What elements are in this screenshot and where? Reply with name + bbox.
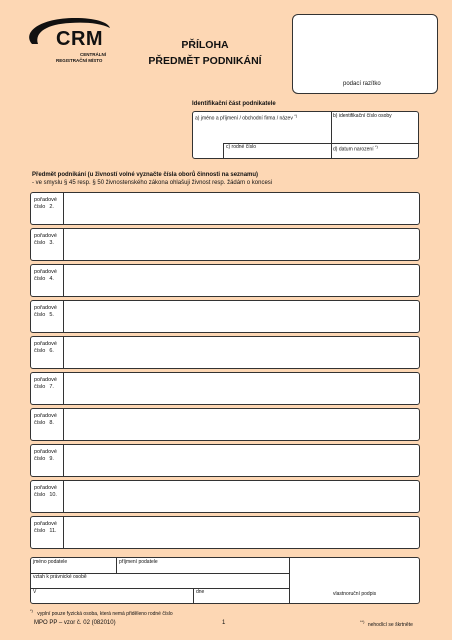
date-label: dne <box>196 589 205 595</box>
right-note-marker: **) <box>360 619 365 624</box>
row-number-label <box>31 517 64 548</box>
subject-row[interactable] <box>30 192 420 225</box>
row-label-line2 <box>34 420 63 427</box>
relation-label: vztah k právnické osobě <box>33 574 87 580</box>
subject-row[interactable] <box>30 372 420 405</box>
field-a-name[interactable] <box>195 114 297 122</box>
place-label: V <box>33 589 37 595</box>
row-label-line1: pořadové <box>34 305 57 311</box>
row-label-line2 <box>34 240 63 247</box>
field-d-label: d) datum narození <box>333 146 374 153</box>
row-label-line1: pořadové <box>34 485 57 491</box>
subject-row[interactable] <box>30 408 420 441</box>
page-title <box>125 38 285 70</box>
subject-row[interactable] <box>30 264 420 297</box>
row-number-label <box>31 409 64 440</box>
row-number-label <box>31 481 64 512</box>
footnote-marker: *) <box>30 608 33 613</box>
subject-row[interactable] <box>30 516 420 549</box>
row-number-label <box>31 193 64 224</box>
row-label-word: číslo <box>34 204 46 211</box>
row-label-word: číslo <box>34 312 46 319</box>
subject-row[interactable] <box>30 480 420 513</box>
row-number-label <box>31 337 64 368</box>
title-line2: PŘEDMĚT PODNIKÁNÍ <box>148 54 262 67</box>
subject-subheading: - ve smyslu § 45 resp. § 50 živnostenského zákona ohlašuji živnost resp. žádám o koncesi <box>32 180 273 186</box>
row-label-line1: pořadové <box>34 521 57 527</box>
first-name-field[interactable] <box>33 560 67 566</box>
subject-row[interactable] <box>30 300 420 333</box>
form-id: MPO PP – vzor č. 02 (082010) <box>34 620 116 626</box>
stamp-box[interactable] <box>292 14 438 94</box>
subject-row[interactable] <box>30 228 420 261</box>
row-label-word: číslo <box>34 420 46 427</box>
subject-row[interactable] <box>30 444 420 477</box>
row-label-line2 <box>34 204 63 211</box>
field-b-ico[interactable] <box>333 114 392 120</box>
row-number: 2. <box>49 204 54 211</box>
footnote-text: vyplní pouze fyzická osoba, která nemá přiděleno rodné číslo <box>37 610 173 617</box>
title-line1: PŘÍLOHA <box>181 39 229 51</box>
row-label-line1: pořadové <box>34 377 57 383</box>
last-name-field[interactable] <box>119 560 158 566</box>
row-number-label <box>31 373 64 404</box>
row-label-word: číslo <box>34 276 46 283</box>
page-number: 1 <box>222 620 226 626</box>
row-number-label <box>31 265 64 296</box>
row-label-line2 <box>34 384 63 391</box>
relation-field[interactable] <box>33 575 87 581</box>
row-label-word: číslo <box>34 348 46 355</box>
row-label-line2 <box>34 312 63 319</box>
row-number: 10. <box>49 492 57 499</box>
row-label-line2 <box>34 348 63 355</box>
row-label-line1: pořadové <box>34 197 57 203</box>
row-label-line1: pořadové <box>34 413 57 419</box>
footnote <box>30 609 173 617</box>
row-label-line1: pořadové <box>34 341 57 347</box>
row-number: 4. <box>49 276 54 283</box>
signature-field[interactable] <box>289 558 419 603</box>
row-label-line2 <box>34 528 63 535</box>
row-number: 8. <box>49 420 54 427</box>
identification-box <box>192 111 419 159</box>
crm-logo <box>20 14 115 70</box>
logo-line2: REGISTRAČNÍ MÍSTO <box>56 58 103 63</box>
field-a-label: a) jméno a příjmení / obchodní firma / název <box>195 115 293 122</box>
row-label-line1: pořadové <box>34 269 57 275</box>
row-number: 11. <box>49 528 57 535</box>
row-label-word: číslo <box>34 528 46 535</box>
right-note <box>360 620 413 628</box>
right-note-text: nehodící se škrtněte <box>367 621 413 628</box>
subject-heading: Předmět podnikání (u živností volné vyznačte čísla oborů činnosti na seznamu) <box>32 172 259 178</box>
field-c-label: c) rodné číslo <box>226 144 257 150</box>
row-number: 3. <box>49 240 54 247</box>
logo-line1: CENTRÁLNÍ <box>80 52 106 57</box>
row-number: 5. <box>49 312 54 319</box>
logo-mark: CRM <box>56 28 104 50</box>
row-number: 9. <box>49 456 54 463</box>
row-label-line2 <box>34 276 63 283</box>
row-label-line1: pořadové <box>34 233 57 239</box>
field-c-birth-number[interactable] <box>226 145 256 151</box>
row-number: 6. <box>49 348 54 355</box>
row-label-line2 <box>34 492 63 499</box>
row-label-word: číslo <box>34 240 46 247</box>
subject-row[interactable] <box>30 336 420 369</box>
field-d-sup: *) <box>374 144 378 149</box>
row-number-label <box>31 301 64 332</box>
row-number-label <box>31 229 64 260</box>
row-label-line2 <box>34 456 63 463</box>
field-a-sup: *) <box>294 113 298 118</box>
signature-block <box>30 557 420 604</box>
last-name-label: příjmení podatele <box>119 559 158 565</box>
field-b-label: b) identifikační číslo osoby <box>333 113 392 119</box>
row-number: 7. <box>49 384 54 391</box>
row-label-word: číslo <box>34 456 46 463</box>
first-name-label: jméno podatele <box>33 559 68 565</box>
field-d-birth-date[interactable] <box>333 145 378 153</box>
row-label-word: číslo <box>34 384 46 391</box>
row-label-word: číslo <box>34 492 46 499</box>
row-label-line1: pořadové <box>34 449 57 455</box>
stamp-label: podací razítko <box>343 81 381 88</box>
signature-label: vlastnoruční podpis <box>333 591 377 597</box>
row-number-label <box>31 445 64 476</box>
place-field[interactable] <box>33 590 36 596</box>
date-field[interactable] <box>196 590 204 596</box>
identification-heading: Identifikační část podnikatele <box>192 101 276 107</box>
